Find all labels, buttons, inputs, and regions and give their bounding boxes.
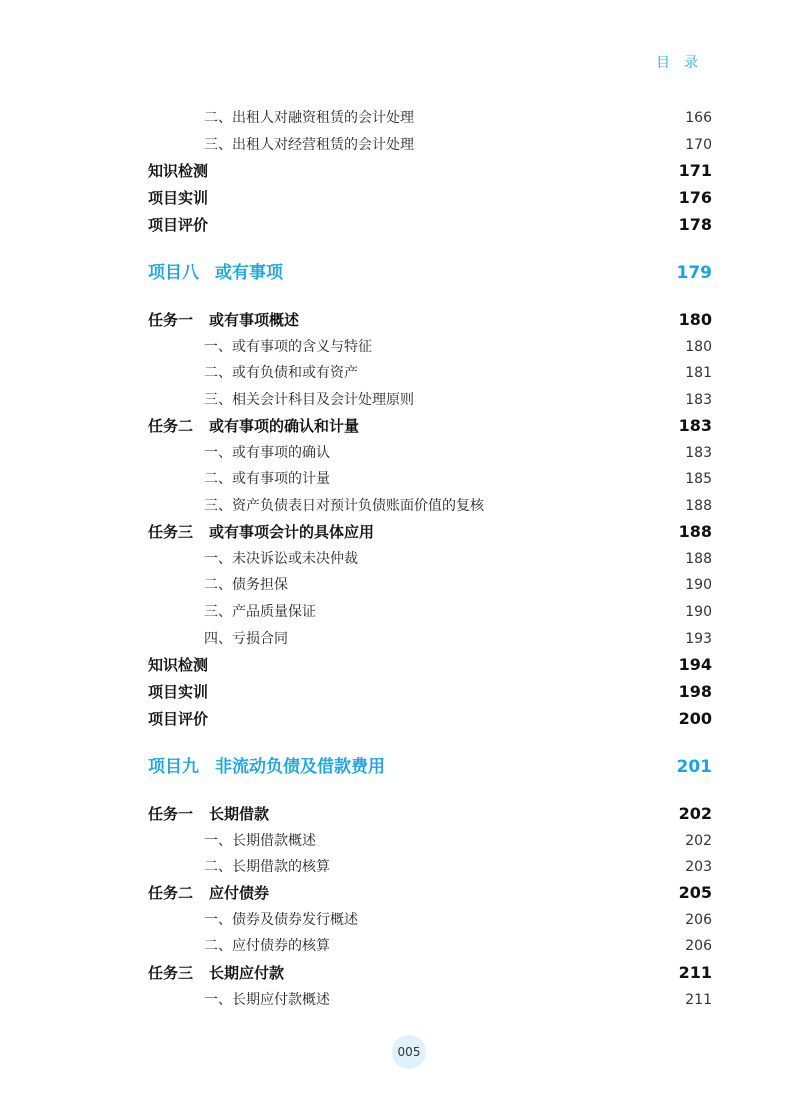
toc-entry-page: 183	[678, 416, 712, 435]
toc-entry-label: 任务二	[148, 417, 194, 435]
toc-entry-task	[148, 962, 712, 983]
toc-entry-page: 206	[685, 938, 712, 954]
toc-entry-label: 项目九	[148, 757, 199, 777]
toc-entry-title	[148, 654, 208, 675]
toc-entry-text: 项目实训	[148, 189, 209, 207]
toc-entry-page: 188	[685, 498, 712, 514]
toc-entry-page: 211	[678, 963, 712, 982]
toc-entry-label: 任务二	[148, 884, 194, 902]
toc-entry-task	[148, 882, 712, 903]
toc-entry-project	[148, 752, 712, 777]
toc-entry-title	[204, 989, 330, 1009]
toc-entry-text: 应付债券	[209, 884, 270, 902]
toc-entry-task	[148, 803, 712, 824]
toc-entry-page: 202	[678, 804, 712, 823]
toc-entry-title	[204, 548, 358, 568]
toc-entry-text: 二、应付债券的核算	[204, 938, 330, 954]
toc-entry-text: 知识检测	[148, 656, 209, 674]
toc-entry-section	[148, 574, 712, 594]
toc-entry-section	[148, 989, 712, 1009]
toc-entry-title	[204, 468, 330, 488]
toc-entry-section	[148, 362, 712, 382]
toc-entry-text: 四、亏损合同	[204, 631, 288, 647]
toc-entry-page: 202	[685, 833, 712, 849]
toc-entry-page: 203	[685, 859, 712, 875]
toc-entry-label: 任务一	[148, 311, 194, 329]
toc-entry-section	[148, 909, 712, 929]
toc-entry-page: 179	[676, 263, 712, 283]
toc-entry-title	[204, 909, 358, 929]
toc-entry-text: 一、债券及债券发行概述	[204, 912, 358, 928]
toc-entry-section	[148, 134, 712, 154]
toc-entry-text: 非流动负债及借款费用	[215, 757, 385, 777]
toc-entry-section	[148, 389, 712, 409]
toc-entry-page: 198	[678, 682, 712, 701]
toc-entry-title	[204, 495, 484, 515]
toc-entry-title	[148, 708, 208, 729]
toc-entry-title	[148, 309, 299, 330]
toc-entry-title	[204, 442, 330, 462]
toc-entry-text: 一、或有事项的确认	[204, 445, 330, 461]
toc-entry-page: 190	[685, 577, 712, 593]
toc-entry-text: 项目评价	[148, 216, 209, 234]
toc-entry-page: 180	[678, 310, 712, 329]
toc-entry-label: 项目八	[148, 263, 199, 283]
toc-entry-page: 178	[678, 215, 712, 234]
toc-entry-text: 长期应付款	[209, 964, 285, 982]
toc-entry-page: 190	[685, 604, 712, 620]
toc-entry-title	[204, 134, 414, 154]
toc-entry-text: 三、出租人对经营租赁的会计处理	[204, 137, 414, 153]
toc-entry-task	[148, 309, 712, 330]
running-header-title: 目录	[656, 55, 712, 71]
toc-entry-section	[148, 935, 712, 955]
toc-entry-page: 183	[685, 392, 712, 408]
toc-entry-project	[148, 258, 712, 283]
toc-entry-page: 193	[685, 631, 712, 647]
toc-entry-label: 任务一	[148, 805, 194, 823]
toc-entry-text: 项目评价	[148, 710, 209, 728]
toc-entry-section	[148, 468, 712, 488]
toc-entry-title	[204, 107, 414, 127]
toc-entry-page: 185	[685, 471, 712, 487]
toc-entry-text: 一、或有事项的含义与特征	[204, 339, 372, 355]
toc-entry-title	[148, 882, 269, 903]
toc-entry-misc	[148, 708, 712, 729]
toc-entry-page: 170	[685, 137, 712, 153]
toc-entry-section	[148, 856, 712, 876]
toc-entry-page: 201	[676, 757, 712, 777]
toc-entry-misc	[148, 681, 712, 702]
toc-entry-page: 166	[685, 110, 712, 126]
toc-entry-title	[204, 935, 330, 955]
toc-entry-text: 二、或有事项的计量	[204, 471, 330, 487]
toc-entry-section	[148, 601, 712, 621]
toc-entry-title	[148, 187, 208, 208]
toc-entry-text: 三、产品质量保证	[204, 604, 316, 620]
toc-entry-title	[204, 336, 372, 356]
toc-entry-page: 205	[678, 883, 712, 902]
toc-entry-text: 二、出租人对融资租赁的会计处理	[204, 110, 414, 126]
toc-entry-task	[148, 521, 712, 542]
toc-entry-page: 194	[678, 655, 712, 674]
toc-entry-page: 206	[685, 912, 712, 928]
toc-entry-text: 项目实训	[148, 683, 209, 701]
toc-entry-section	[148, 548, 712, 568]
toc-entry-title	[148, 962, 284, 983]
toc-entry-text: 二、或有负债和或有资产	[204, 365, 358, 381]
toc-entry-misc	[148, 214, 712, 235]
toc-entry-section	[148, 336, 712, 356]
toc-entry-section	[148, 628, 712, 648]
toc-entry-section	[148, 830, 712, 850]
toc-entry-title	[204, 628, 288, 648]
toc-entry-page: 176	[678, 188, 712, 207]
toc-entry-title	[148, 214, 208, 235]
toc-entry-text: 三、相关会计科目及会计处理原则	[204, 392, 414, 408]
toc-entry-section	[148, 107, 712, 127]
toc-entry-title	[204, 601, 316, 621]
toc-entry-section	[148, 442, 712, 462]
toc-entry-title	[148, 521, 374, 542]
toc-entry-title	[204, 574, 288, 594]
toc-entry-text: 或有事项概述	[209, 311, 300, 329]
toc-entry-title	[204, 362, 358, 382]
page-number-badge: 005	[392, 1035, 426, 1069]
toc-entry-page: 200	[678, 709, 712, 728]
toc-entry-page: 171	[678, 161, 712, 180]
toc-entry-page: 180	[685, 339, 712, 355]
toc-entry-title	[204, 856, 330, 876]
toc-entry-text: 二、债务担保	[204, 577, 288, 593]
toc-entry-text: 或有事项的确认和计量	[209, 417, 360, 435]
toc-entry-misc	[148, 654, 712, 675]
toc-entry-title	[148, 803, 269, 824]
toc-entry-text: 一、长期借款概述	[204, 833, 316, 849]
toc-entry-title	[148, 415, 359, 436]
toc-entry-page: 188	[685, 551, 712, 567]
toc-entry-text: 一、长期应付款概述	[204, 992, 330, 1008]
toc-entry-title	[148, 258, 283, 283]
toc-entry-text: 或有事项会计的具体应用	[209, 523, 375, 541]
toc-entry-title	[204, 830, 316, 850]
toc-entry-page: 188	[678, 522, 712, 541]
toc-entry-misc	[148, 187, 712, 208]
toc-entry-label: 任务三	[148, 964, 194, 982]
toc-entry-section	[148, 495, 712, 515]
toc-entry-label: 任务三	[148, 523, 194, 541]
toc-entry-text: 一、未决诉讼或未决仲裁	[204, 551, 358, 567]
toc-entry-title	[148, 681, 208, 702]
toc-entry-title	[204, 389, 414, 409]
toc-entry-page: 181	[685, 365, 712, 381]
toc-entry-text: 知识检测	[148, 162, 209, 180]
toc-entry-text: 长期借款	[209, 805, 270, 823]
toc-entry-task	[148, 415, 712, 436]
toc-entry-page: 183	[685, 445, 712, 461]
toc-entry-text: 三、资产负债表日对预计负债账面价值的复核	[204, 498, 484, 514]
toc-entry-page: 211	[685, 992, 712, 1008]
toc-entry-text: 二、长期借款的核算	[204, 859, 330, 875]
toc-entry-misc	[148, 160, 712, 181]
toc-entry-title	[148, 160, 208, 181]
toc-entry-title	[148, 752, 385, 777]
toc-entry-text: 或有事项	[215, 263, 283, 283]
